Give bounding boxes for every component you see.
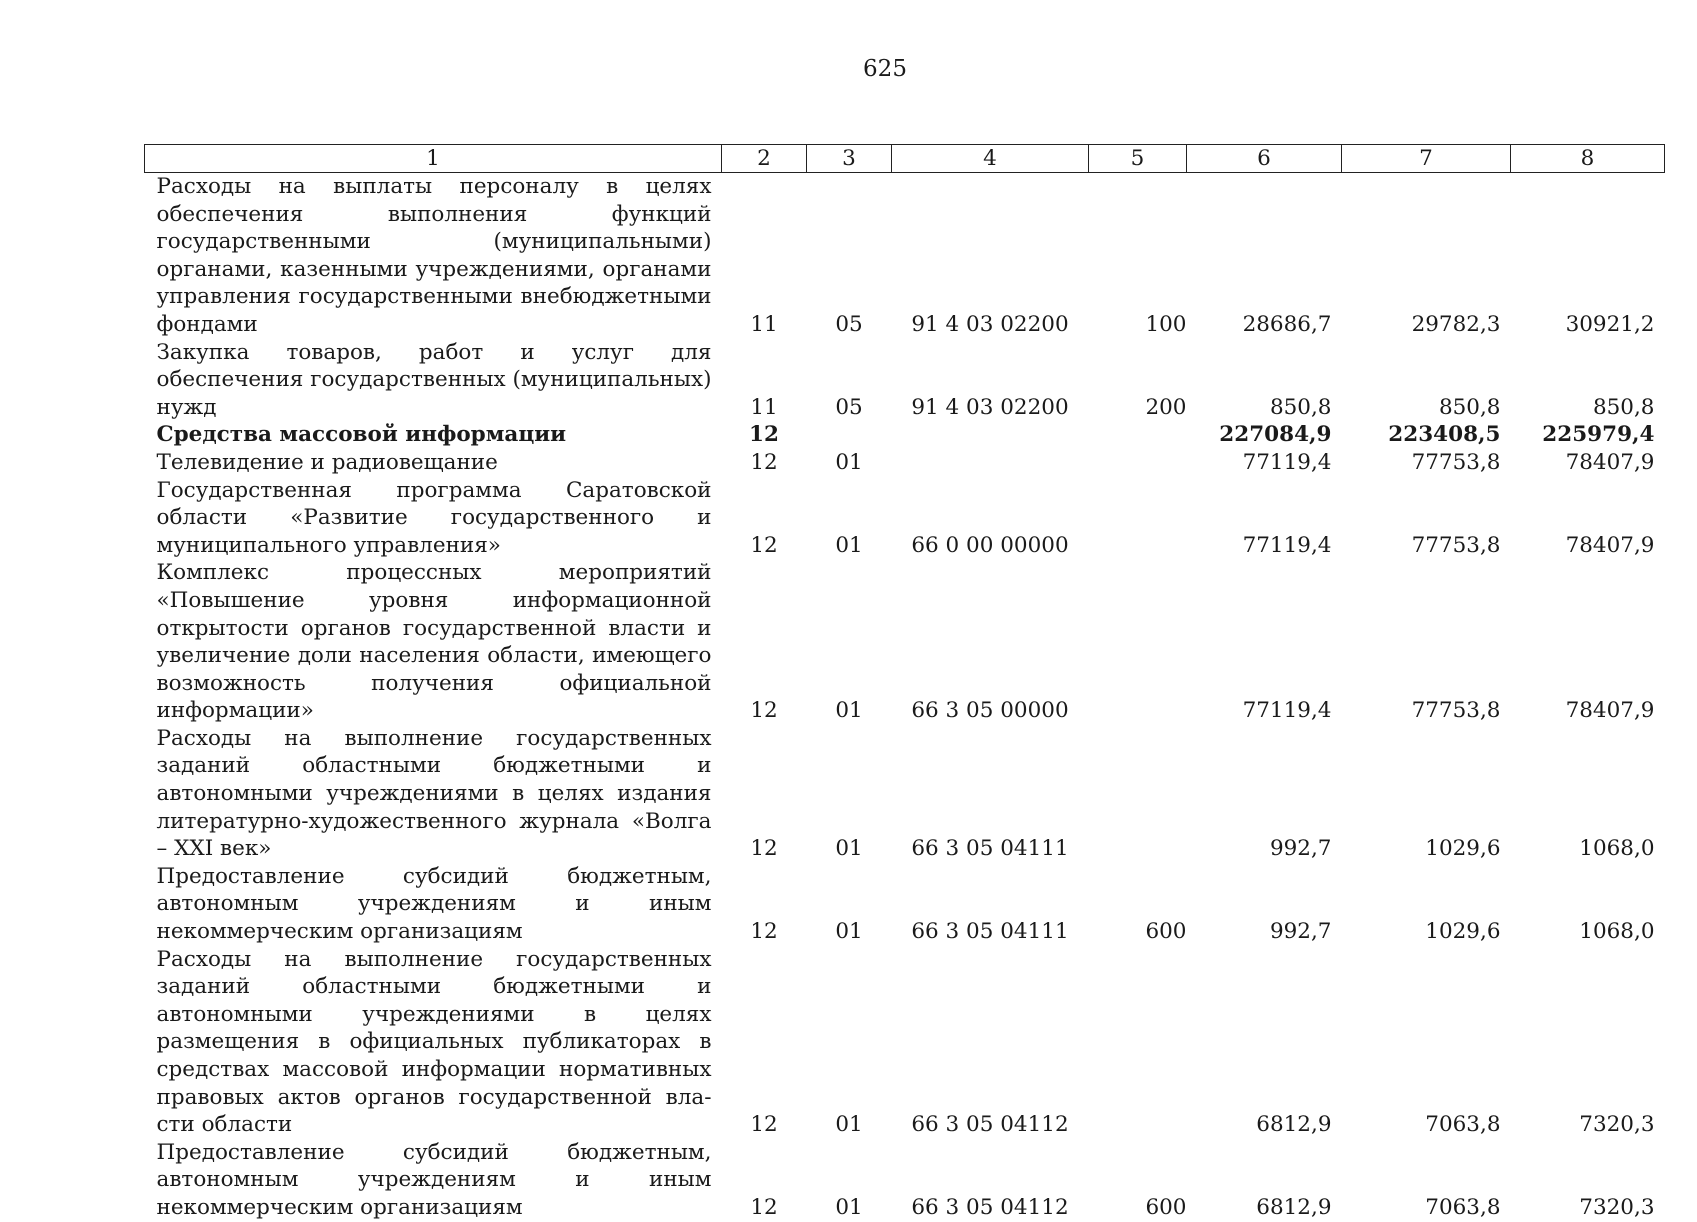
row-subsection: 01 <box>835 836 863 862</box>
row-amount-year-2: 77753,8 <box>1411 449 1501 475</box>
row-amount-year-2: 7063,8 <box>1425 1194 1501 1220</box>
row-section: 12 <box>750 1194 778 1220</box>
header-col-2: 2 <box>722 145 807 173</box>
row-amount-year-3: 225979,4 <box>1542 422 1655 448</box>
header-row <box>145 145 1665 173</box>
row-expense-type <box>1089 725 1187 863</box>
row-name: Закупка товаров, работ и услуг для обеспечения государственных (муниципальных) нужд <box>156 339 712 420</box>
row-amount-year-2: 7063,8 <box>1425 1112 1501 1138</box>
budget-table <box>144 144 1665 1222</box>
row-expense-type <box>1089 477 1187 560</box>
row-amount-year-3: 1068,0 <box>1579 836 1655 862</box>
row-target-article: 66 3 05 04111 <box>911 919 1069 945</box>
row-section: 11 <box>750 311 778 337</box>
row-amount-year-3: 7320,3 <box>1579 1112 1655 1138</box>
row-amount-year-1: 28686,7 <box>1242 311 1332 337</box>
table-row <box>145 449 1665 477</box>
row-amount-year-2: 1029,6 <box>1425 919 1501 945</box>
row-target-article: 66 3 05 00000 <box>911 698 1069 724</box>
header-col-6: 6 <box>1187 145 1342 173</box>
row-name: Расходы на выплаты персоналу в целях обеспечения выполнения функций государственными (муниципальными) органами, казенными учреждениями, органами управления государственными внебюджетными фондами <box>156 174 712 337</box>
row-expense-type: 200 <box>1145 394 1187 420</box>
row-subsection: 05 <box>835 311 863 337</box>
row-section: 12 <box>750 1112 778 1138</box>
row-amount-year-3: 850,8 <box>1592 394 1655 420</box>
table-row <box>145 946 1665 1139</box>
header-col-5: 5 <box>1089 145 1187 173</box>
row-name: Расходы на выполнение государственных заданий областными бюджетными и автономными учреждениями в целях издания литературно-художественного журнала «Волга – XXI век» <box>156 725 712 862</box>
row-expense-type: 600 <box>1145 1194 1187 1220</box>
table-row <box>145 559 1665 725</box>
row-amount-year-1: 992,7 <box>1269 919 1332 945</box>
row-amount-year-3: 7320,3 <box>1579 1194 1655 1220</box>
row-amount-year-2: 77753,8 <box>1411 698 1501 724</box>
row-section: 12 <box>750 698 778 724</box>
row-subsection: 01 <box>835 1112 863 1138</box>
row-name: Предоставление субсидий бюджетным, автономным учреждениям и иным некоммерческим организациям <box>156 863 712 945</box>
header-col-7: 7 <box>1342 145 1511 173</box>
row-section: 11 <box>750 394 778 420</box>
header-col-1: 1 <box>145 145 722 173</box>
row-name: Комплекс процессных мероприятий «Повышение уровня информационной открытости органов государственной власти и увеличение доли населения области, имеющего возможность получения официальной информации» <box>156 560 712 724</box>
table-header <box>145 145 1665 173</box>
row-amount-year-3: 30921,2 <box>1565 311 1655 337</box>
row-target-article: 91 4 03 02200 <box>911 311 1069 337</box>
row-amount-year-2: 223408,5 <box>1388 422 1501 448</box>
row-section: 12 <box>750 919 778 945</box>
row-expense-type <box>1089 449 1187 477</box>
page-number: 625 <box>863 56 907 82</box>
row-amount-year-2: 77753,8 <box>1411 532 1501 558</box>
row-amount-year-1: 992,7 <box>1269 836 1332 862</box>
row-section: 12 <box>750 532 778 558</box>
row-target-article: 66 0 00 00000 <box>911 532 1069 558</box>
row-subsection: 01 <box>835 698 863 724</box>
row-section: 12 <box>750 836 778 862</box>
row-amount-year-2: 29782,3 <box>1411 311 1501 337</box>
header-col-4: 4 <box>892 145 1089 173</box>
table-row <box>145 339 1665 422</box>
row-target-article: 66 3 05 04112 <box>911 1194 1069 1220</box>
row-expense-type <box>1089 946 1187 1139</box>
row-section: 12 <box>749 422 779 448</box>
row-amount-year-2: 850,8 <box>1438 394 1501 420</box>
row-amount-year-1: 6812,9 <box>1256 1194 1332 1220</box>
table-row <box>145 421 1665 449</box>
row-target-article <box>892 449 1089 477</box>
row-amount-year-2: 1029,6 <box>1425 836 1501 862</box>
row-name: Расходы на выполнение государственных заданий областными бюджетными и автономными учреждениями в целях размещения в официальных публикаторах в средствах массовой информации нормативных правовых актов органов государственной власти области <box>156 946 712 1138</box>
row-subsection: 01 <box>835 532 863 558</box>
row-subsection: 01 <box>835 1194 863 1220</box>
row-amount-year-1: 6812,9 <box>1256 1112 1332 1138</box>
row-subsection: 01 <box>835 919 863 945</box>
row-section: 12 <box>750 449 778 475</box>
row-name: Телевидение и радиовещание <box>156 449 498 475</box>
row-target-article: 91 4 03 02200 <box>911 394 1069 420</box>
row-amount-year-3: 78407,9 <box>1565 449 1655 475</box>
row-expense-type: 600 <box>1145 919 1187 945</box>
row-name: Предоставление субсидий бюджетным, автономным учреждениям и иным некоммерческим организациям <box>156 1139 712 1220</box>
table-row <box>145 1139 1665 1222</box>
header-col-8: 8 <box>1511 145 1665 173</box>
row-target-article: 66 3 05 04111 <box>911 836 1069 862</box>
table-row <box>145 173 1665 339</box>
row-amount-year-1: 77119,4 <box>1242 449 1332 475</box>
header-col-3: 3 <box>807 145 892 173</box>
row-expense-type: 100 <box>1145 311 1187 337</box>
row-target-article <box>892 421 1089 449</box>
row-name: Средства массовой информации <box>156 422 567 448</box>
row-name: Государственная программа Саратовской области «Развитие государственного и муниципального управления» <box>156 477 712 558</box>
row-expense-type <box>1089 421 1187 449</box>
row-amount-year-3: 78407,9 <box>1565 532 1655 558</box>
table-body <box>145 173 1665 1222</box>
row-amount-year-1: 77119,4 <box>1242 698 1332 724</box>
row-amount-year-1: 227084,9 <box>1219 422 1332 448</box>
row-expense-type <box>1089 559 1187 725</box>
row-target-article: 66 3 05 04112 <box>911 1112 1069 1138</box>
table-row <box>145 863 1665 946</box>
table-row <box>145 477 1665 560</box>
row-amount-year-1: 77119,4 <box>1242 532 1332 558</box>
row-subsection: 05 <box>835 394 863 420</box>
row-amount-year-3: 1068,0 <box>1579 919 1655 945</box>
row-amount-year-3: 78407,9 <box>1565 698 1655 724</box>
row-subsection: 01 <box>835 449 863 475</box>
table-row <box>145 725 1665 863</box>
row-subsection <box>807 421 892 449</box>
row-amount-year-1: 850,8 <box>1269 394 1332 420</box>
